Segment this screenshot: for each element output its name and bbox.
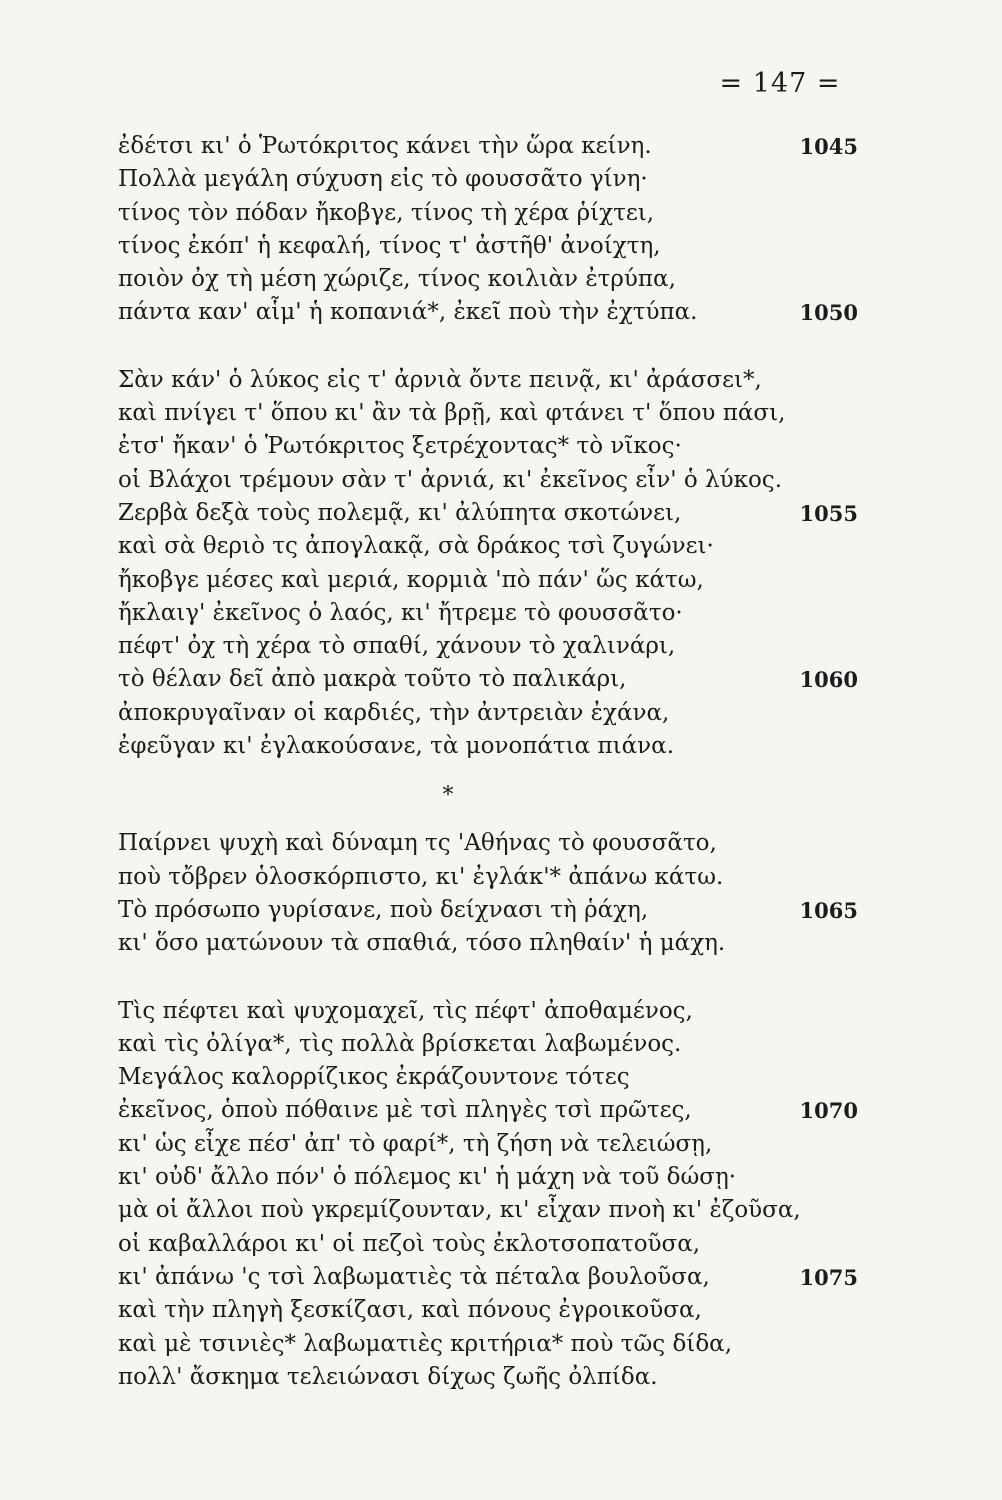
poem-line: [118, 861, 858, 894]
poem-line-text: μὰ οἱ ἄλλοι ποὺ γκρεμίζουνταν, κι' εἶχαν πνοὴ κι' ἐζοῦσα,: [118, 1197, 801, 1224]
poem-line: [118, 995, 858, 1028]
poem-line-text: οἱ Βλάχοι τρέμουν σὰν τ' ἀρνιά, κι' ἐκεῖνος εἶν' ὁ λύκος.: [118, 466, 783, 493]
poem-line: [118, 927, 858, 960]
poem-line: [118, 1028, 858, 1061]
poem-line: [118, 296, 858, 329]
section-separator-asterisk: *: [442, 783, 454, 809]
poem-line: [118, 1328, 858, 1361]
poem-line-text: καὶ τὴν πληγὴ ξεσκίζασι, καὶ πόνους ἐγροικοῦσα,: [118, 1297, 702, 1324]
poem-line: [118, 364, 858, 397]
poem-line: [118, 430, 858, 463]
poem-line-text: καὶ μὲ τσινιὲς* λαβωματιὲς κριτήρια* ποὺ τῶς δίδα,: [118, 1330, 733, 1357]
poem-line-text: πολλ' ἄσκημα τελειώνασι δίχως ζωῆς ὀλπίδα.: [118, 1363, 658, 1390]
poem-line: [118, 1161, 858, 1194]
poem-line-text: ἐτσ' ἤκαν' ὁ Ῥωτόκριτος ξετρέχοντας* τὸ νῖκος·: [118, 433, 682, 460]
poem-line-text: ποιὸν ὀχ τὴ μέση χώριζε, τίνος κοιλιὰν ἐτρύπα,: [118, 266, 676, 293]
poem-line-text: ἐφεῦγαν κι' ἐγλακούσανε, τὰ μονοπάτια πιάνα.: [118, 733, 675, 760]
poem-line-text: τὸ θέλαν δεῖ ἀπὸ μακρὰ τοῦτο τὸ παλικάρι,: [118, 666, 627, 693]
poem-line: [118, 464, 858, 497]
poem-line: [118, 530, 858, 563]
line-number: 1070: [799, 1098, 858, 1124]
line-number: 1045: [799, 134, 858, 159]
poem-line: [118, 1228, 858, 1261]
poem-line-text: κι' ἀπάνω 'ς τσὶ λαβωματιὲς τὰ πέταλα βουλοῦσα,: [118, 1263, 710, 1290]
poem-line-text: τίνος τὸν πόδαν ἤκοβγε, τίνος τὴ χέρα ῥίχτει,: [118, 199, 655, 226]
line-number: 1055: [799, 500, 858, 526]
stanza: [118, 364, 858, 764]
poem-line-text: κι' ὅσο ματώνουν τὰ σπαθιά, τόσο πληθαίν' ἡ μάχη.: [118, 930, 726, 957]
poem-line: [118, 827, 858, 860]
line-number: 1050: [799, 300, 858, 326]
poem-line-text: καὶ σὰ θεριὸ τς ἀπογλακᾷ, σὰ δράκος τσὶ ζυγώνει·: [118, 533, 714, 560]
poem-line: [118, 263, 858, 296]
poem-line: [118, 497, 858, 530]
poem-line-text: καὶ τὶς ὀλίγα*, τὶς πολλὰ βρίσκεται λαβωμένος.: [118, 1030, 682, 1057]
stanza: [118, 827, 858, 960]
poem-line-text: τίνος ἐκόπ' ἡ κεφαλή, τίνος τ' ἀστῆθ' ἀνοίχτη,: [118, 232, 661, 259]
poem-line-text: Ζερβὰ δεξὰ τοὺς πολεμᾷ, κι' ἀλύπητα σκοτώνει,: [118, 499, 682, 526]
poem-line-text: Πολλὰ μεγάλη σύχυση εἰς τὸ φουσσᾶτο γίνη·: [118, 166, 648, 193]
poem-line: [118, 230, 858, 263]
poem-line-text: καὶ πνίγει τ' ὅπου κι' ἂν τὰ βρῇ, καὶ φτάνει τ' ὅπου πάσι,: [118, 400, 786, 427]
poem-line: [118, 630, 858, 663]
poem-line: [118, 130, 858, 163]
poem-line-text: πάντα καν' αἷμ' ἡ κοπανιά*, ἐκεῖ ποὺ τὴν ἐχτύπα.: [118, 299, 698, 326]
poem-line: [118, 1194, 858, 1227]
page-number: = 147 =: [719, 68, 841, 99]
line-number: 1060: [799, 667, 858, 693]
poem-line-text: πέφτ' ὀχ τὴ χέρα τὸ σπαθί, χάνουν τὸ χαλινάρι,: [118, 633, 676, 660]
poem-line: [118, 1061, 858, 1094]
poem-line: [118, 197, 858, 230]
line-number: 1075: [799, 1264, 858, 1290]
poem-line: [118, 597, 858, 630]
poem-body: [118, 130, 858, 1428]
poem-line-text: κι' ὡς εἶχε πέσ' ἀπ' τὸ φαρί*, τὴ ζήση νὰ τελειώσῃ,: [118, 1130, 713, 1157]
poem-line-text: Μεγάλος καλορρίζικος ἐκράζουντονε τότες: [118, 1064, 630, 1091]
poem-line: [118, 697, 858, 730]
poem-line: [118, 1261, 858, 1294]
poem-line: [118, 163, 858, 196]
poem-line: [118, 564, 858, 597]
stanza: [118, 995, 858, 1395]
poem-line-text: Τὶς πέφτει καὶ ψυχομαχεῖ, τὶς πέφτ' ἀποθαμένος,: [118, 997, 693, 1024]
poem-line: [118, 894, 858, 927]
poem-line: [118, 1128, 858, 1161]
poem-line: [118, 1294, 858, 1327]
poem-line-text: Τὸ πρόσωπο γυρίσανε, ποὺ δείχνασι τὴ ῥάχη,: [118, 896, 649, 923]
poem-line-text: οἱ καβαλλάροι κι' οἱ πεζοὶ τοὺς ἐκλοτσοπατοῦσα,: [118, 1230, 701, 1257]
line-number: 1065: [799, 897, 858, 923]
poem-line: [118, 397, 858, 430]
poem-line-text: ποὺ τὄβρεν ὁλοσκόρπιστο, κι' ἐγλάκ'* ἀπάνω κάτω.: [118, 863, 724, 890]
poem-line-text: Παίρνει ψυχὴ καὶ δύναμη τς 'Αθήνας τὸ φουσσᾶτο,: [118, 830, 717, 857]
poem-line: [118, 1361, 858, 1394]
poem-line: [118, 663, 858, 696]
poem-line-text: Σὰν κάν' ὁ λύκος εἰς τ' ἀρνιὰ ὄντε πεινᾷ, κι' ἀράσσει*,: [118, 366, 762, 393]
poem-line-text: ἀποκρυγαῖναν οἱ καρδιές, τὴν ἀντρειὰν ἐχάνα,: [118, 699, 670, 726]
poem-line-text: ἐδέτσι κι' ὁ Ῥωτόκριτος κάνει τὴν ὥρα κείνη.: [118, 133, 652, 159]
poem-line-text: κι' οὐδ' ἄλλο πόν' ὁ πόλεμος κι' ἡ μάχη νὰ τοῦ δώσῃ·: [118, 1164, 737, 1191]
poem-line-text: ἤκλαιγ' ἐκεῖνος ὁ λαός, κι' ἤτρεμε τὸ φουσσᾶτο·: [118, 599, 683, 626]
stanza: [118, 130, 858, 330]
poem-line-text: ἤκοβγε μέσες καὶ μεριά, κορμιὰ 'πὸ πάν' ὥς κάτω,: [118, 566, 704, 593]
poem-line: [118, 730, 858, 763]
poem-line: [118, 1094, 858, 1127]
poem-line-text: ἐκεῖνος, ὁποὺ πόθαινε μὲ τσὶ πληγὲς τσὶ πρῶτες,: [118, 1097, 692, 1124]
